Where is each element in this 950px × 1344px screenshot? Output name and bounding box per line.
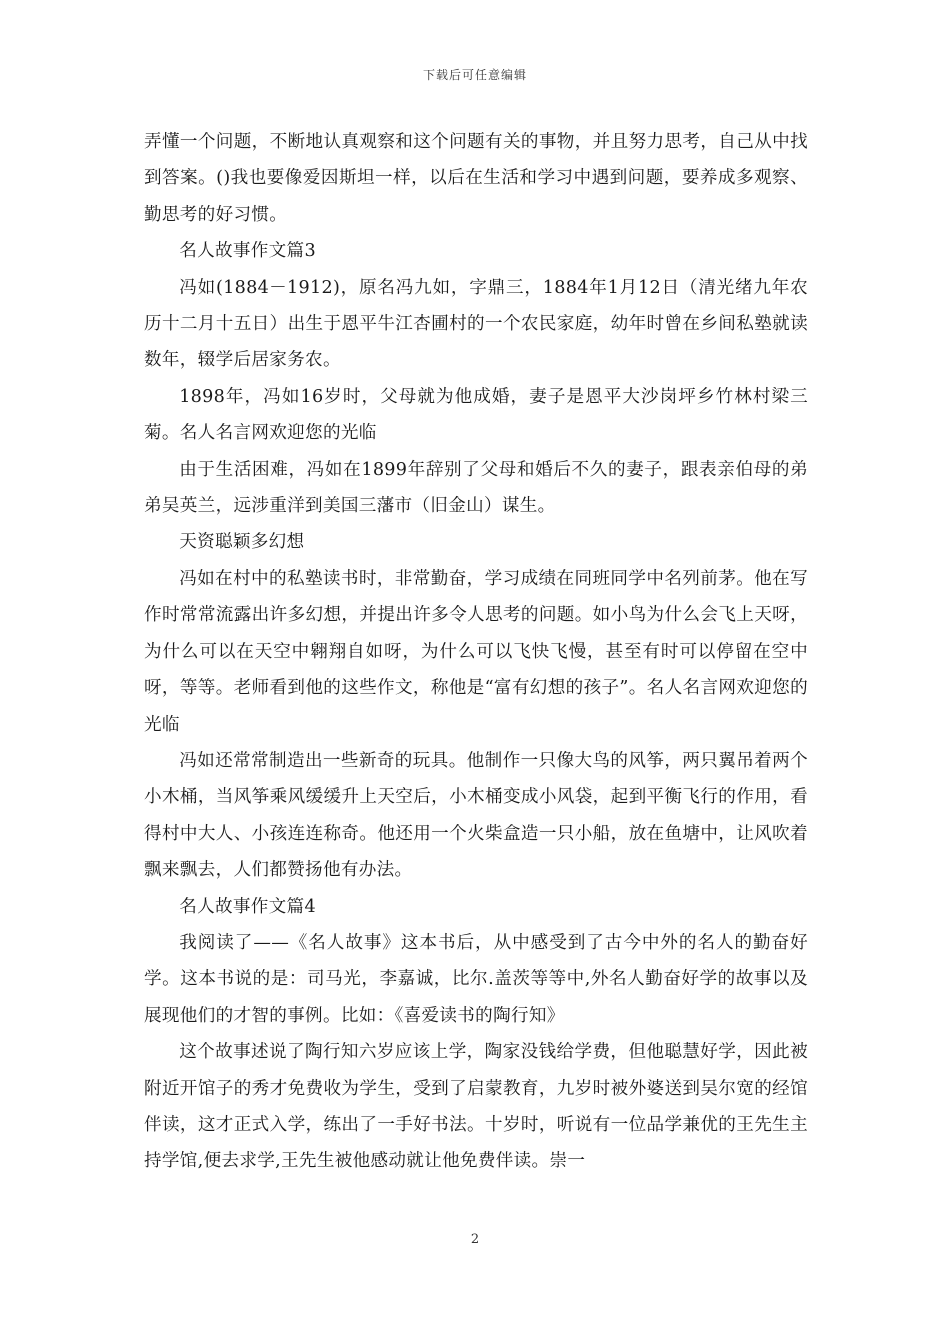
- subheading: 天资聪颖多幻想: [179, 532, 305, 553]
- paragraph: 冯如在村中的私塾读书时，非常勤奋，学习成绩在同班同学中名列前茅。他在写作时常常流露出许多幻想，并提出许多令人思考的问题。如小鸟为什么会飞上天呀，为什么可以在天空中翱翔自如呀，为什么可以飞快飞慢，甚至有时可以停留在空中呀，等等。老师看到他的这些作文，称他是“富有幻想的孩子”。名人名言网欢迎您的光临: [144, 568, 808, 735]
- paragraph: 冯如还常常制造出一些新奇的玩具。他制作一只像大鸟的风筝，两只翼吊着两个小木桶，当风筝乘风缓缓升上天空后，小木桶变成小风袋，起到平衡飞行的作用，看得村中大人、小孩连连称奇。他还用一个火柴盒造一只小船，放在鱼塘中，让风吹着飘来飘去，人们都赞扬他有办法。: [144, 750, 808, 881]
- document-body: [144, 124, 808, 1180]
- paragraph: 1898年，冯如16岁时，父母就为他成婚，妻子是恩平大沙岗坪乡竹林村梁三菊。名人名言网欢迎您的光临: [144, 386, 808, 444]
- paragraph: 由于生活困难，冯如在1899年辞别了父母和婚后不久的妻子，跟表亲伯母的弟弟吴英兰，远涉重洋到美国三藩市（旧金山）谋生。: [144, 459, 808, 517]
- section-heading-4: 名人故事作文篇4: [179, 896, 316, 917]
- paragraph: 我阅读了——《名人故事》这本书后，从中感受到了古今中外的名人的勤奋好学。这本书说的是：司马光，李嘉诚，比尔.盖茨等等中,外名人勤奋好学的故事以及展现他们的才智的事例。比如：《喜爱读书的陶行知》: [144, 932, 808, 1026]
- paragraph-continuation: 弄懂一个问题，不断地认真观察和这个问题有关的事物，并且努力思考，自己从中找到答案。()我也要像爱因斯坦一样，以后在生活和学习中遇到问题，要养成多观察、勤思考的好习惯。: [144, 132, 808, 225]
- section-heading-3: 名人故事作文篇3: [179, 241, 316, 262]
- paragraph: 这个故事述说了陶行知六岁应该上学，陶家没钱给学费，但他聪慧好学，因此被附近开馆子的秀才免费收为学生，受到了启蒙教育，九岁时被外婆送到吴尔宽的经馆伴读，这才正式入学，练出了一手好书法。十岁时，听说有一位品学兼优的王先生主持学馆,便去求学,王先生被他感动就让他免费伴读。崇一: [144, 1042, 808, 1172]
- paragraph: 冯如(1884－1912)，原名冯九如，字鼎三，1884年1月12日（清光绪九年农历十二月十五日）出生于恩平牛江杏圃村的一个农民家庭，幼年时曾在乡间私塾就读数年，辍学后居家务农。: [144, 277, 808, 371]
- page-header: 下载后可任意编辑: [422, 68, 527, 82]
- page-number: 2: [470, 1232, 480, 1247]
